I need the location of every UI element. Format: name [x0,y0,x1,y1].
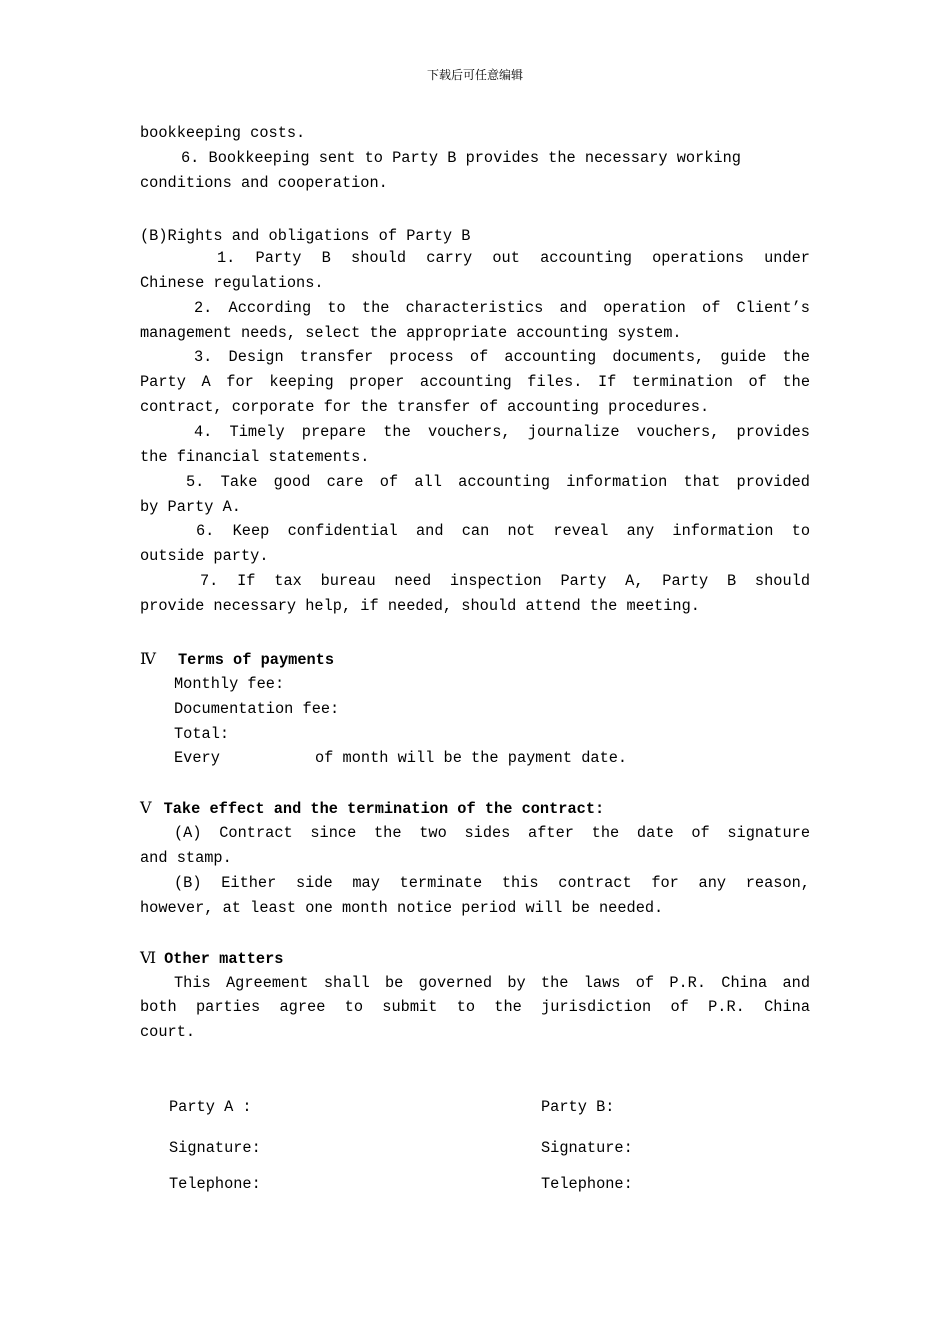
telephone-a-label: Telephone: [169,1175,261,1193]
party-b-item-2: 2. According to the characteristics and operation of Client’s [194,299,810,317]
section-heading-v [140,798,604,819]
party-b-item-1: 1. Party B should carry out accounting operations under [217,249,810,267]
party-b-item-6: 6. Keep confidential and can not reveal any information to [196,522,810,540]
payment-date-text: of month will be the payment date. [315,749,628,767]
party-a-item-6: 6. Bookkeeping sent to Party B provides the necessary working [181,149,741,167]
text-line: Chinese regulations. [140,274,324,292]
page-header: 下载后可任意编辑 [426,68,523,82]
total-label: Total: [174,725,230,743]
documentation-fee-label: Documentation fee: [174,700,340,718]
party-b-label: Party B: [541,1098,615,1116]
text-line: provide necessary help, if needed, should attend the meeting. [140,597,700,615]
clause-a: (A) Contract since the two sides after the date of signature [174,824,810,842]
text-line: conditions and cooperation. [140,174,388,192]
payment-every-label: Every [174,749,220,767]
text-line: both parties agree to submit to the jurisdiction of P.R. China [140,998,810,1016]
monthly-fee-label: Monthly fee: [174,675,285,693]
telephone-b-label: Telephone: [541,1175,633,1193]
section-numeral: Ⅴ [140,798,152,817]
party-a-label: Party A : [169,1098,252,1116]
party-b-item-5: 5. Take good care of all accounting information that provided [186,473,810,491]
text-line: contract, corporate for the transfer of accounting procedures. [140,398,710,416]
section-title: Terms of payments [177,651,335,669]
clause-b: (B) Either side may terminate this contract for any reason, [174,874,810,892]
section-title: Other matters [164,950,284,968]
section-numeral: Ⅵ [140,948,157,967]
signature-b-label: Signature: [541,1139,633,1157]
signature-a-label: Signature: [169,1139,261,1157]
party-b-item-3: 3. Design transfer process of accounting documents, guide the [194,348,810,366]
section-heading-vi [140,948,283,969]
section-numeral: Ⅳ [140,649,156,668]
text-line: Party A for keeping proper accounting files. If termination of the [140,373,810,391]
text-line: bookkeeping costs. [140,124,306,142]
text-line: by Party A. [140,498,241,516]
section-title-party-b: (B)Rights and obligations of Party B [140,227,471,245]
governing-law-text: This Agreement shall be governed by the laws of P.R. China and [174,974,810,992]
text-line: outside party. [140,547,269,565]
text-line: and stamp. [140,849,232,867]
party-b-item-7: 7. If tax bureau need inspection Party A, Party B should [200,572,810,590]
text-line: the financial statements. [140,448,370,466]
section-title: Take effect and the termination of the contract: [163,800,605,818]
text-line: however, at least one month notice period will be needed. [140,899,664,917]
text-line: court. [140,1023,196,1041]
section-heading-iv [140,649,334,670]
text-line: management needs, select the appropriate accounting system. [140,324,682,342]
party-b-item-4: 4. Timely prepare the vouchers, journalize vouchers, provides [194,423,810,441]
